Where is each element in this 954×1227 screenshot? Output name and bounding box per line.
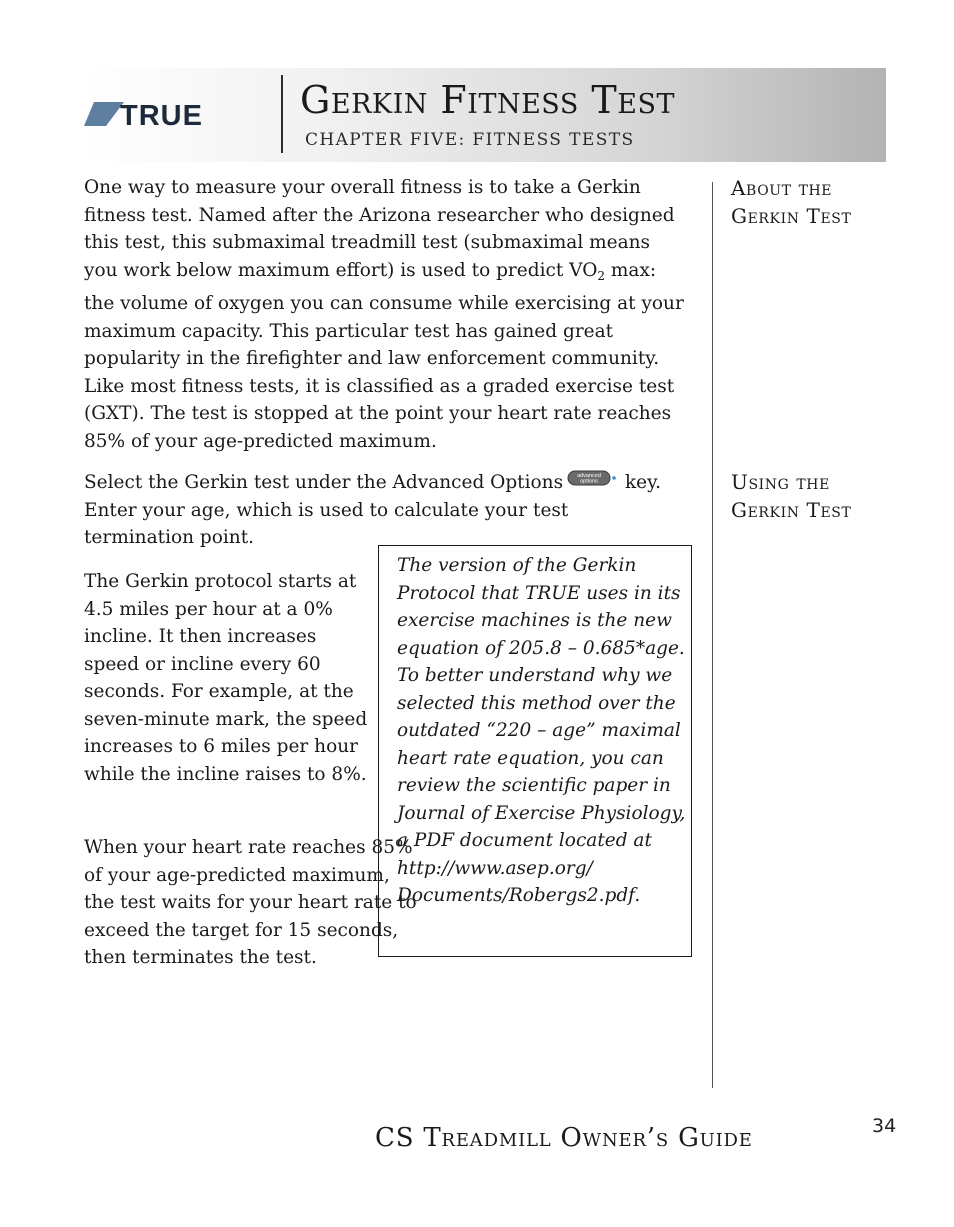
callout-text: The version of the Gerkin Protocol that TRUE uses in its exercise machines is the new equation of 205.8 – 0.685*age. To better understand why we selected this method over the outdated “220 – age” maximal heart rate equation, you can review the scientific paper in Journal of Exercise Physiology, a PDF document located at http://www.asep.org/ Documents/Robergs2.pdf. (397, 555, 686, 906)
about-text-end: max: the volume of oxygen you can consume while exercising at your maximum capacity. This particular test has gained great popularity in the firefighter and law enforcement community. Like most fitness tests, it is classified as a graded exercise test (GXT). The test is stopped at the point your heart rate reaches 85% of your age-predicted maximum. (84, 259, 684, 452)
key-label-line1: advanced (577, 473, 602, 480)
usage-text-end: key. Enter your age, which is used to calculate your test termination point. (84, 472, 662, 548)
advanced-options-key-icon (567, 467, 617, 495)
chapter-subtitle: CHAPTER FIVE: FITNESS TESTS (305, 130, 635, 150)
footer-title: CS Treadmill Owner’s Guide (375, 1123, 753, 1153)
usage-paragraph (84, 467, 684, 552)
sidebar-divider (712, 182, 713, 1088)
callout-box (378, 545, 692, 957)
usage-text-start: Select the Gerkin test under the Advanced Options (84, 472, 564, 493)
about-text-start: One way to measure your overall fitness is to take a Gerkin fitness test. Named after the Arizona researcher who designed this test, this submaximal treadmill test (submaximal means you work below maximum effort) is used to predict VO (84, 177, 675, 281)
key-label-line2: options (580, 478, 598, 485)
true-logo (84, 102, 252, 126)
page-title: Gerkin Fitness Test (300, 78, 675, 122)
logo-wordmark: TRUE (120, 102, 203, 126)
vo2-subscript: 2 (597, 268, 605, 283)
header-divider (281, 75, 283, 153)
sidebar-heading-using: Using the Gerkin Test (731, 470, 852, 522)
protocol-paragraph: The Gerkin protocol starts at 4.5 miles per hour at a 0% incline. It then increases speed or incline every 60 seconds. For example, at the seven-minute mark, the speed increases to 6 miles per hour while the incline raises to 8%. (84, 571, 368, 785)
termination-paragraph: When your heart rate reaches 85% of your age-predicted maximum, the test waits for your heart rate to exceed the target for 15 seconds, then terminates the test. (84, 837, 417, 968)
about-paragraph (84, 174, 684, 455)
page-number: 34 (872, 1115, 897, 1137)
sidebar-heading-about: About the Gerkin Test (731, 176, 852, 228)
